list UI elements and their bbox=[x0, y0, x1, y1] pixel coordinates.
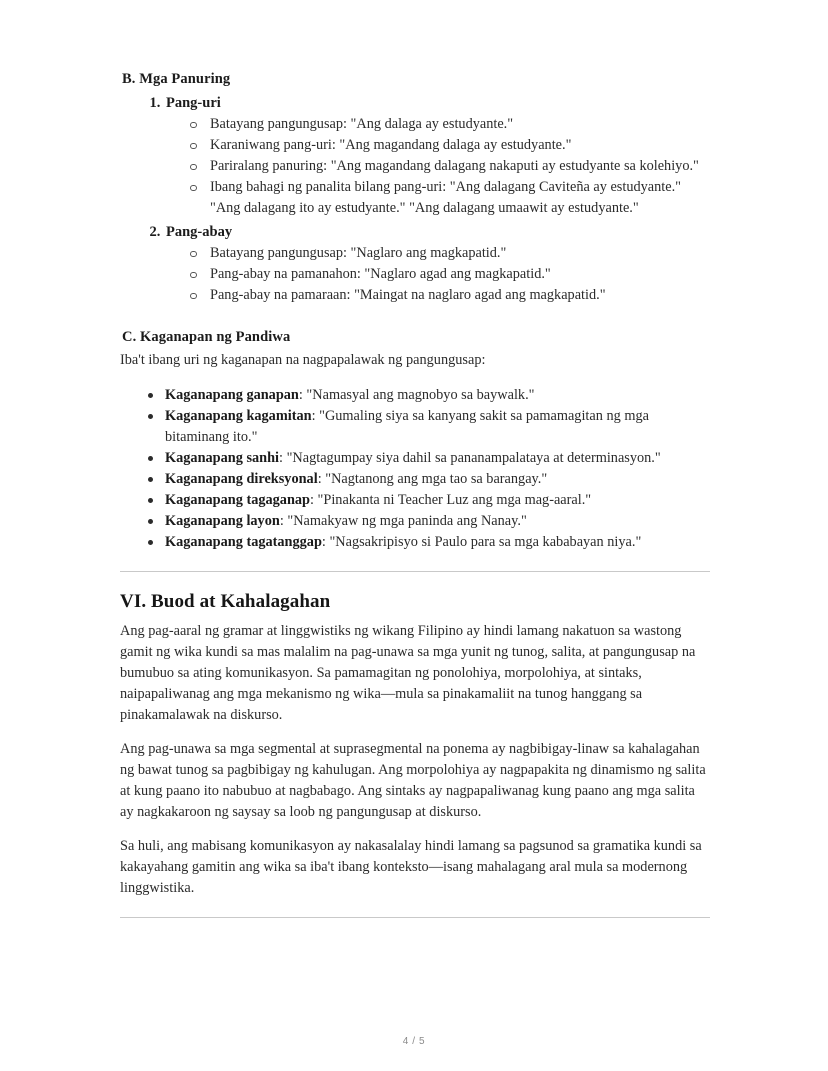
list-item-example: : "Nagsakripisyo si Paulo para sa mga kababayan niya." bbox=[321, 534, 642, 551]
list-item: Pang-abay na pamanahon: "Naglaro agad ang magkapatid." bbox=[188, 264, 710, 285]
list-item-term: Kaganapang tagaganap bbox=[165, 492, 310, 509]
list-item bbox=[145, 511, 710, 532]
list-item bbox=[145, 469, 710, 490]
list-item: Pang-abay na pamaraan: "Maingat na naglaro agad ang magkapatid." bbox=[188, 285, 710, 306]
section-b-list bbox=[120, 93, 710, 306]
section-b-heading: B. Mga Panuring bbox=[122, 71, 231, 87]
section-c-lead: Iba't ibang uri ng kaganapan na nagpapalawak ng pangungusap: bbox=[120, 352, 486, 369]
pang-abay-label: Pang-abay bbox=[166, 223, 233, 240]
section-divider-bottom bbox=[120, 917, 710, 918]
list-item-term: Kaganapang layon bbox=[165, 513, 280, 530]
section-divider-top bbox=[120, 571, 710, 572]
list-item bbox=[145, 532, 710, 553]
spacer bbox=[120, 371, 710, 385]
section-vi-heading: VI. Buod at Kahalagahan bbox=[120, 591, 331, 613]
pang-uri-label: Pang-uri bbox=[166, 94, 221, 111]
list-item-example: : "Nagtanong ang mga tao sa barangay." bbox=[317, 471, 548, 488]
list-item bbox=[145, 490, 710, 511]
kaganapan-list bbox=[120, 385, 710, 553]
list-item: Ibang bahagi ng panalita bilang pang-uri: "Ang dalagang Caviteña ay estudyante." "Ang dalagang ito ay estudyante." "Ang dalagang umaawit ay estudyante." bbox=[188, 177, 710, 219]
list-item: Batayang pangungusap: "Naglaro ang magkapatid." bbox=[188, 243, 710, 264]
list-item-example: : "Gumaling siya sa kanyang sakit sa pamamagitan ng mga bitaminang ito." bbox=[165, 408, 649, 446]
list-item: Batayang pangungusap: "Ang dalaga ay estudyante." bbox=[188, 114, 710, 135]
list-item-example: : "Nagtagumpay siya dahil sa pananampalataya at determinasyon." bbox=[279, 450, 661, 467]
section-vi-paragraph-2: Ang pag-unawa sa mga segmental at suprasegmental na ponema ay nagbibigay-linaw sa kahalagahan ng bawat tunog sa pagbibigay ng kahulugan. Ang morpolohiya ay nagpapakita ng dinamismo ng salita at kung paano ito nabubuo at nagbabago. Ang sintaks ay nagpapaliwanag kung paano ang mga salita ay nagkakaroon ng saysay sa loob ng pangungusap at diskurso. bbox=[120, 740, 706, 820]
section-c-heading: C. Kaganapan ng Pandiwa bbox=[122, 328, 291, 345]
section-vi-paragraph-1: Ang pag-aaral ng gramar at linggwistiks ng wikang Filipino ay hindi lamang nakatuon sa wastong gamit ng wika kundi sa mas malalim na pag-unawa sa mga yunit ng tunog, salita, at pangungusap na bumubuo sa ating komunikasyon. Sa pamamagitan ng ponolohiya, morpolohiya, at sintaks, naipapaliwanag ang mga mekanismo ng wika—mula sa pinakamaliit na tunog hanggang sa pinakamalawak na diskurso. bbox=[120, 622, 696, 723]
list-item-term: Kaganapang sanhi bbox=[165, 450, 280, 467]
list-item-pang-uri bbox=[164, 93, 710, 219]
section-vi-paragraph-3: Sa huli, ang mabisang komunikasyon ay nakasalalay hindi lamang sa pagsunod sa gramatika kundi sa kakayahang gamitin ang wika sa iba't ibang konteksto—isang mahalagang aral mula sa modernong linggwistika. bbox=[120, 837, 702, 896]
pang-abay-examples bbox=[166, 243, 710, 306]
document-body bbox=[120, 70, 710, 936]
list-item-term: Kaganapang kagamitan bbox=[165, 408, 312, 425]
list-item: Pariralang panuring: "Ang magandang dalagang nakaputi ay estudyante sa kolehiyo." bbox=[188, 156, 710, 177]
list-item bbox=[145, 385, 710, 406]
list-item-example: : "Namakyaw ng mga paninda ang Nanay." bbox=[279, 513, 527, 530]
list-item bbox=[145, 406, 710, 448]
list-item-example: : "Pinakanta ni Teacher Luz ang mga mag-aaral." bbox=[310, 492, 592, 509]
page-number: 4 / 5 bbox=[402, 1036, 426, 1047]
list-item-term: Kaganapang tagatanggap bbox=[165, 534, 322, 551]
list-item bbox=[145, 448, 710, 469]
list-item: Karaniwang pang-uri: "Ang magandang dalaga ay estudyante." bbox=[188, 135, 710, 156]
pang-uri-examples bbox=[166, 114, 710, 219]
list-item-example: : "Namasyal ang magnobyo sa baywalk." bbox=[298, 387, 535, 404]
list-item-pang-abay bbox=[164, 222, 710, 306]
list-item-term: Kaganapang direksyonal bbox=[165, 471, 318, 488]
list-item-term: Kaganapang ganapan bbox=[165, 387, 299, 404]
